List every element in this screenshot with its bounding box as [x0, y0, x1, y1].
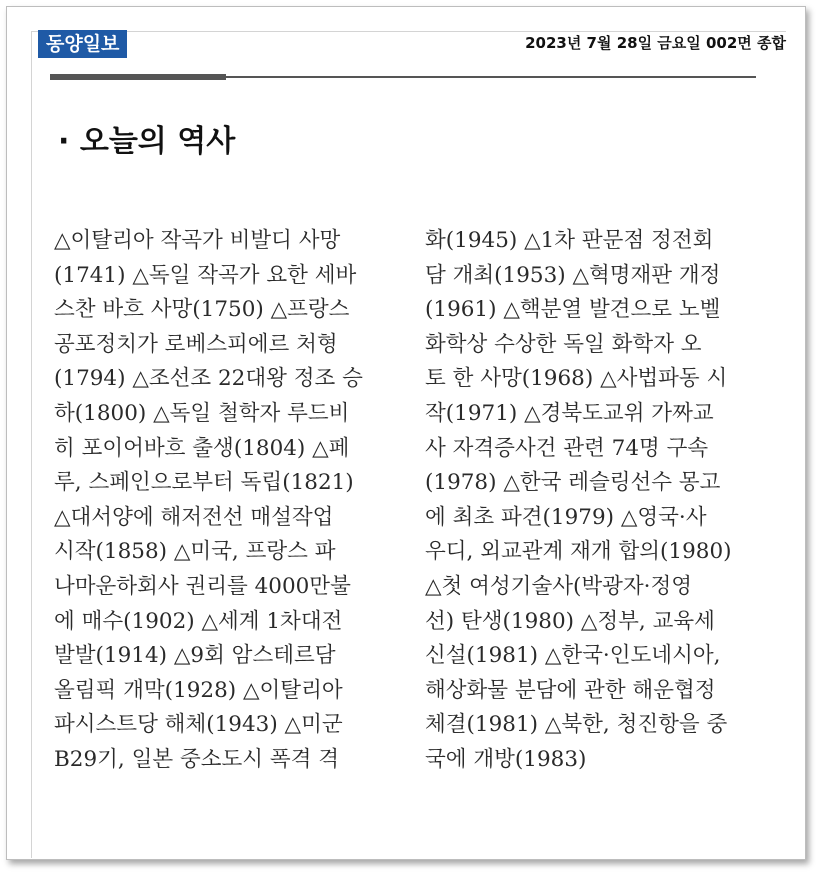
article-text-line: 토 한 사망(1968) △사법파동 시: [425, 366, 728, 392]
newspaper-logo: 동양일보: [38, 30, 127, 58]
article-text-line: 하(1800) △독일 철학자 루드비: [54, 400, 350, 426]
article-text-line: △대서양에 해저전선 매설작업: [54, 504, 334, 530]
article-text-line: 국에 개방(1983): [425, 746, 587, 772]
article-text-line: 화학상 수상한 독일 화학자 오: [425, 331, 702, 357]
article-text-line: 선) 탄생(1980) △정부, 교육세: [425, 608, 715, 634]
publication-dateline: 2023년 7월 28일 금요일 002면 종합: [525, 34, 786, 52]
article-text-line: 사 자격증사건 관련 74명 구속: [425, 435, 709, 461]
article-text-line: 히 포이어바흐 출생(1804) △페: [54, 435, 350, 461]
article-column-right: [425, 224, 765, 778]
article-text-line: 루, 스페인으로부터 독립(1821): [54, 470, 354, 496]
article-text-line: 우디, 외교관계 재개 합의(1980): [425, 539, 732, 565]
article-text-line: 체결(1981) △북한, 청진항을 중: [425, 712, 728, 738]
article-text-line: 작(1971) △경북도교위 가짜교: [425, 400, 714, 426]
article-text-line: 신설(1981) △한국·인도네시아,: [425, 643, 721, 669]
article-text-line: 해상화물 분담에 관한 해운협정: [425, 677, 716, 703]
article-text-line: 화(1945) △1차 판문점 정전회: [425, 228, 714, 253]
article-text-line: B29기, 일본 중소도시 폭격 격: [54, 746, 340, 772]
article-text-line: 시작(1858) △미국, 프랑스 파: [54, 539, 336, 565]
article-text-line: 올림픽 개막(1928) △이탈리아: [54, 677, 343, 703]
article-text-line: 파시스트당 해체(1943) △미군: [54, 712, 343, 738]
article-text-line: 스찬 바흐 사망(1750) △프랑스: [54, 297, 350, 323]
article-text-line: 나마운하회사 권리를 4000만불: [54, 573, 351, 599]
article-title: · 오늘의 역사: [58, 124, 236, 159]
article-text-line: (1794) △조선조 22대왕 정조 승: [54, 366, 363, 392]
article-text-line: 발발(1914) △9회 암스테르담: [54, 643, 336, 669]
article-text-line: 에 최초 파견(1979) △영국·사: [425, 504, 707, 530]
header-rule-accent: [50, 74, 226, 80]
article-text-line: 에 매수(1902) △세계 1차대전: [54, 608, 343, 634]
article-text-line: (1961) △핵분열 발견으로 노벨: [425, 297, 721, 323]
article-text-line: △첫 여성기술사(박광자·정영: [425, 573, 693, 599]
article-text-line: 공포정치가 로베스피에르 처형: [54, 331, 338, 357]
article-text-line: △이탈리아 작곡가 비발디 사망: [54, 228, 341, 253]
article-text-line: (1978) △한국 레슬링선수 몽고: [425, 470, 721, 496]
article-column-left: [54, 224, 394, 778]
article-text-line: 담 개최(1953) △혁명재판 개정: [425, 262, 721, 288]
article-text-line: (1741) △독일 작곡가 요한 세바: [54, 262, 357, 288]
